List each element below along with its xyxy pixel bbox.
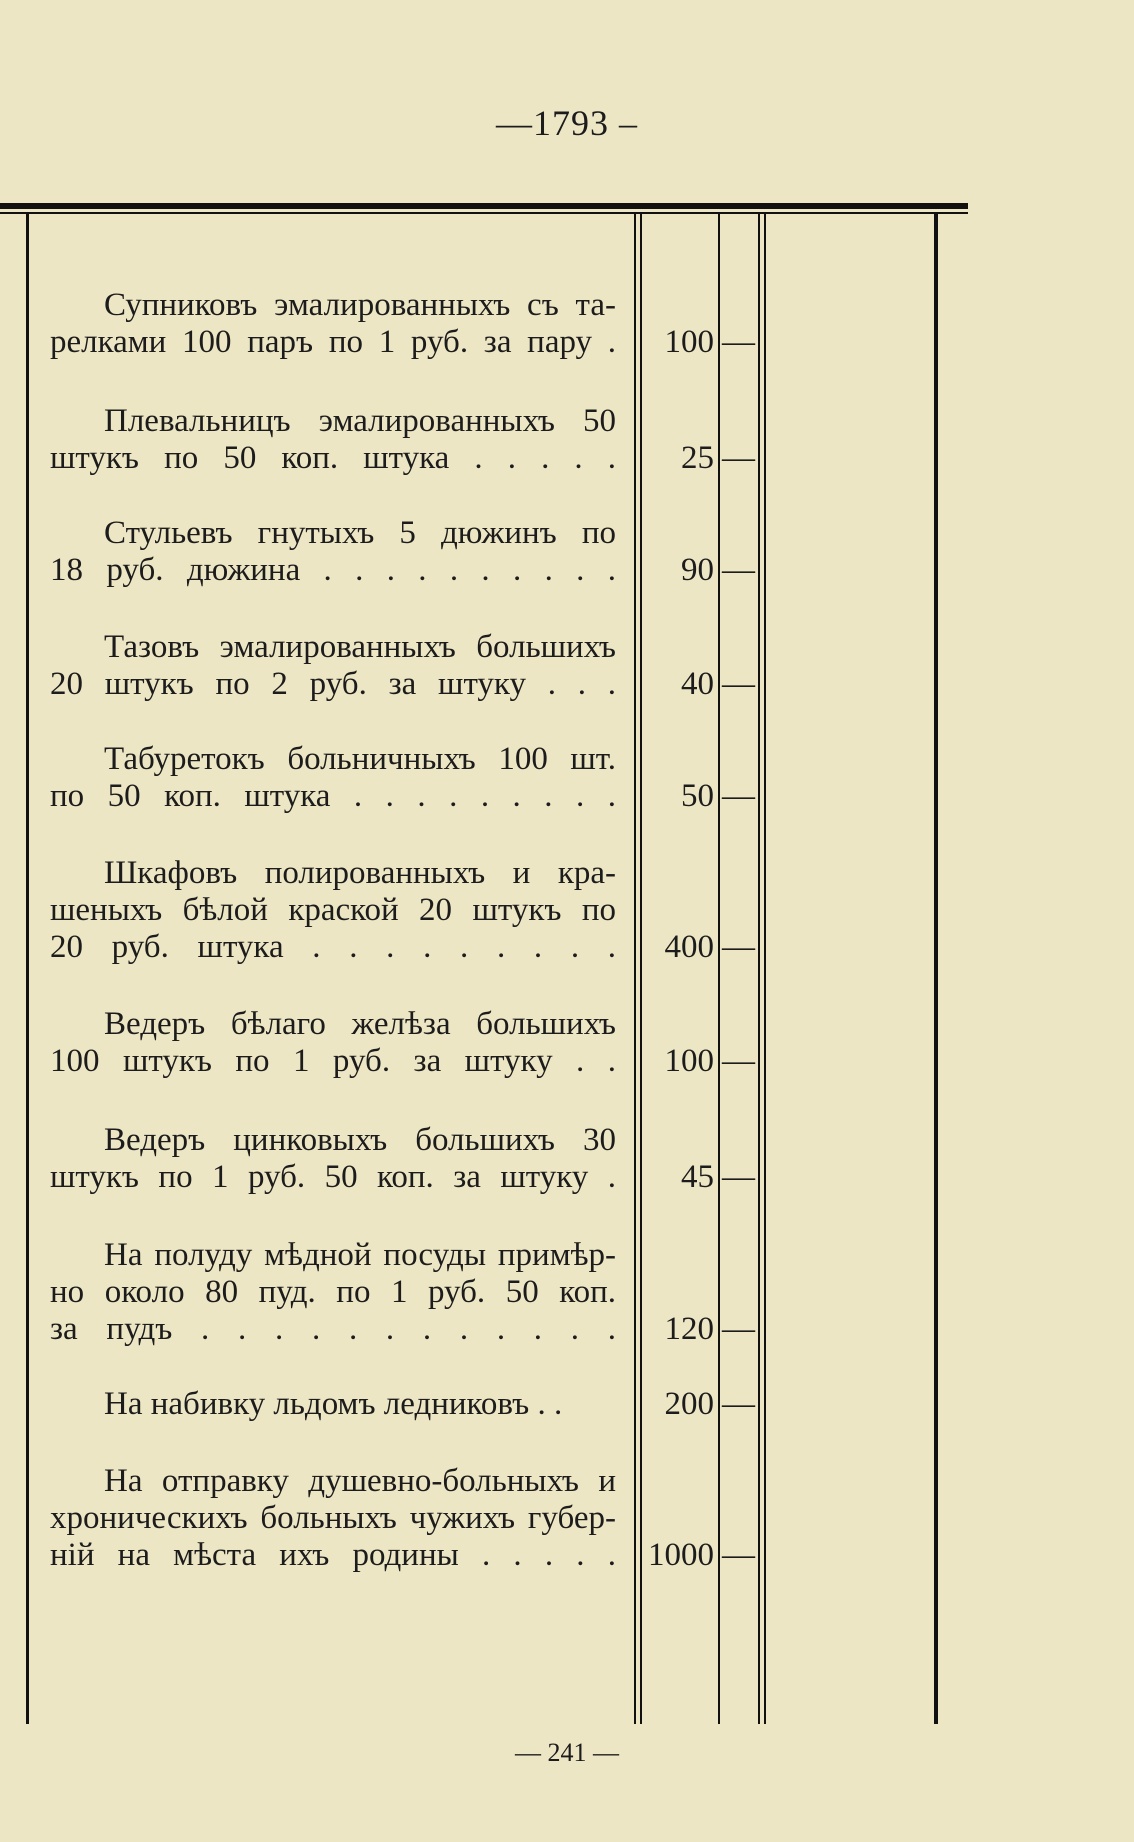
amount-rubles: 40 — [681, 666, 714, 702]
entry-line: по 50 коп. штука . . . . . . . . . — [50, 778, 616, 814]
amount-kopecks: — — [722, 1537, 755, 1573]
entry-line: штукъ по 50 коп. штука . . . . . — [50, 440, 616, 476]
top-rule-thick — [0, 203, 968, 209]
entry-line: Тазовъ эмалированныхъ большихъ — [104, 629, 616, 665]
list-item — [50, 1237, 616, 1348]
list-item — [50, 1122, 616, 1196]
amount-kopecks: — — [722, 552, 755, 588]
amount-kopecks: — — [722, 929, 755, 965]
entry-line: На полуду мѣдной посуды примѣр- — [104, 1237, 616, 1273]
list-item — [50, 1463, 616, 1574]
list-item — [50, 741, 616, 815]
amount-kopecks: — — [722, 324, 755, 360]
amount-kopecks: — — [722, 1386, 755, 1422]
entry-line: но около 80 пуд. по 1 руб. 50 коп. — [50, 1274, 616, 1310]
list-item — [50, 855, 616, 966]
entry-line: Ведеръ цинковыхъ большихъ 30 — [104, 1122, 616, 1158]
amount-kopecks: — — [722, 778, 755, 814]
amount-rubles: 1000 — [648, 1537, 714, 1573]
entry-line: Плевальницъ эмалированныхъ 50 — [104, 403, 616, 439]
entry-line: Шкафовъ полированныхъ и кра- — [104, 855, 616, 891]
page-footer-number: — 241 — — [515, 1738, 619, 1767]
entry-line: 18 руб. дюжина . . . . . . . . . . — [50, 552, 616, 588]
entry-line: Стульевъ гнутыхъ 5 дюжинъ по — [104, 515, 616, 551]
entry-line: Супниковъ эмалированныхъ съ та- — [104, 287, 616, 323]
amount-rubles: 45 — [681, 1159, 714, 1195]
entry-line: На набивку льдомъ ледниковъ . . — [104, 1386, 563, 1422]
entry-line: На отправку душевно-больныхъ и — [104, 1463, 616, 1499]
amount-rubles: 100 — [664, 1043, 714, 1079]
top-rule-thin — [0, 212, 968, 214]
entry-line: 20 руб. штука . . . . . . . . . — [50, 929, 616, 965]
amount-rubles: 200 — [664, 1386, 714, 1422]
amount-rubles: 50 — [681, 778, 714, 814]
entry-line: шеныхъ бѣлой краской 20 штукъ по — [50, 892, 616, 928]
kop-column-right-border — [758, 214, 760, 1724]
amount-rubles: 400 — [664, 929, 714, 965]
amount-rubles: 25 — [681, 440, 714, 476]
amount-kopecks: — — [722, 666, 755, 702]
entry-line: релками 100 паръ по 1 руб. за пару . — [50, 324, 616, 360]
amount-kopecks: — — [722, 440, 755, 476]
kop-column-right-border-inner — [764, 214, 766, 1724]
amount-rubles: 100 — [664, 324, 714, 360]
amount-kopecks: — — [722, 1311, 755, 1347]
entry-line: ній на мѣста ихъ родины . . . . . — [50, 1537, 616, 1573]
list-item — [50, 403, 616, 477]
list-item — [50, 287, 616, 361]
entry-line: за пудъ . . . . . . . . . . . . — [50, 1311, 616, 1347]
list-item — [50, 629, 616, 703]
entry-line: 100 штукъ по 1 руб. за штуку . . — [50, 1043, 616, 1079]
entry-line: хроническихъ больныхъ чужихъ губер- — [50, 1500, 616, 1536]
amount-rubles: 120 — [664, 1311, 714, 1347]
entry-line: 20 штукъ по 2 руб. за штуку . . . — [50, 666, 616, 702]
amount-kopecks: — — [722, 1159, 755, 1195]
list-item — [50, 515, 616, 589]
list-item — [50, 1006, 616, 1080]
amount-kopecks: — — [722, 1043, 755, 1079]
amount-rubles: 90 — [681, 552, 714, 588]
entry-line: Табуретокъ больничныхъ 100 шт. — [104, 741, 616, 777]
table-left-border — [26, 214, 29, 1724]
entry-line: штукъ по 1 руб. 50 коп. за штуку . — [50, 1159, 616, 1195]
entry-line: Ведеръ бѣлаго желѣза большихъ — [104, 1006, 616, 1042]
amount-kop-divider — [718, 214, 720, 1724]
table-right-border — [934, 214, 938, 1724]
page-header-number: —1793 – — [496, 103, 638, 143]
list-item — [50, 1386, 616, 1423]
